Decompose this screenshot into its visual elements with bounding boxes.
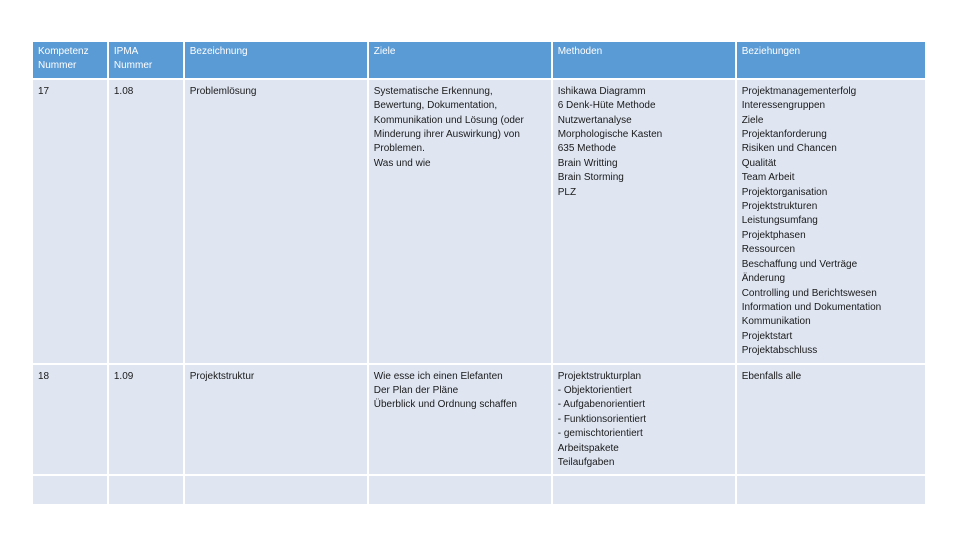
cell-line: Interessengruppen [741,100,826,112]
cell-line: 635 Methode [557,143,617,155]
cell-line: Kommunikation und Lösung (oder [373,114,524,126]
cell-line: Projektstart [741,330,793,342]
cell-line: Risiken und Chancen [741,143,837,155]
table-row [32,79,926,364]
cell-line: Projektstrukturen [741,201,818,213]
cell-line: 6 Denk-Hüte Methode [557,100,656,112]
competence-table-container [31,40,927,506]
cell-line: Beschaffung und Verträge [741,258,858,270]
cell-methoden [552,79,736,364]
cell-line: Controlling und Berichtswesen [741,287,877,299]
header-methoden: Methoden [552,41,736,79]
cell-line: Qualität [741,157,777,169]
cell-line: Arbeitspakete [557,442,619,454]
header-ziele: Ziele [368,41,552,79]
cell-line: PLZ [557,186,577,198]
cell-ziele [368,79,552,364]
cell-line: Ebenfalls alle [741,370,802,382]
cell-line: Wie esse ich einen Elefanten [373,370,503,382]
cell-line: Systematische Erkennung, [373,85,493,97]
cell-kompetenz-nummer: 17 [32,79,108,364]
cell-line: Minderung ihrer Auswirkung) von [373,129,520,141]
cell-line: Ziele [741,114,764,126]
cell-line: Leistungsumfang [741,215,818,227]
competence-table [31,40,927,506]
cell-ipma-nummer: 1.09 [108,364,184,476]
empty-cell [108,475,184,505]
header-bezeichnung: Bezeichnung [184,41,368,79]
cell-line: Projektabschluss [741,345,818,357]
empty-cell [184,475,368,505]
table-row [32,364,926,476]
cell-beziehungen [736,79,926,364]
cell-line: Problemen. [373,143,425,155]
table-row-empty [32,475,926,505]
cell-line: Nutzwertanalyse [557,114,632,126]
cell-line: Projektanforderung [741,129,827,141]
cell-line: Ressourcen [741,244,796,256]
cell-line: Bewertung, Dokumentation, [373,100,498,112]
empty-cell [552,475,736,505]
cell-line: - gemischtorientiert [557,428,643,440]
cell-line: Änderung [741,273,786,285]
header-kompetenz-nummer: Kompetenz Nummer [32,41,108,79]
table-header-row [32,41,926,79]
cell-line: Information und Dokumentation [741,301,882,313]
header-beziehungen: Beziehungen [736,41,926,79]
cell-line: Team Arbeit [741,172,795,184]
cell-line: Projektstrukturplan [557,370,642,382]
cell-line: Morphologische Kasten [557,129,663,141]
empty-cell [736,475,926,505]
cell-kompetenz-nummer: 18 [32,364,108,476]
cell-line: Projektmanagementerfolg [741,85,857,97]
cell-line: - Aufgabenorientiert [557,399,645,411]
cell-line: - Objektorientiert [557,384,632,396]
cell-line: Kommunikation [741,316,811,328]
cell-line: Projektphasen [741,229,806,241]
cell-beziehungen [736,364,926,476]
cell-line: Projektorganisation [741,186,828,198]
cell-line: Brain Storming [557,172,624,184]
empty-cell [32,475,108,505]
cell-ipma-nummer: 1.08 [108,79,184,364]
cell-line: Ishikawa Diagramm [557,85,646,97]
cell-line: Überblick und Ordnung schaffen [373,399,517,411]
header-ipma-nummer: IPMA Nummer [108,41,184,79]
cell-bezeichnung: Projektstruktur [184,364,368,476]
cell-line: Teilaufgaben [557,456,615,468]
cell-line: - Funktionsorientiert [557,413,647,425]
cell-line: Der Plan der Pläne [373,384,459,396]
cell-methoden [552,364,736,476]
cell-line: Was und wie [373,157,431,169]
cell-ziele [368,364,552,476]
cell-line: Brain Writting [557,157,618,169]
empty-cell [368,475,552,505]
cell-bezeichnung: Problemlösung [184,79,368,364]
